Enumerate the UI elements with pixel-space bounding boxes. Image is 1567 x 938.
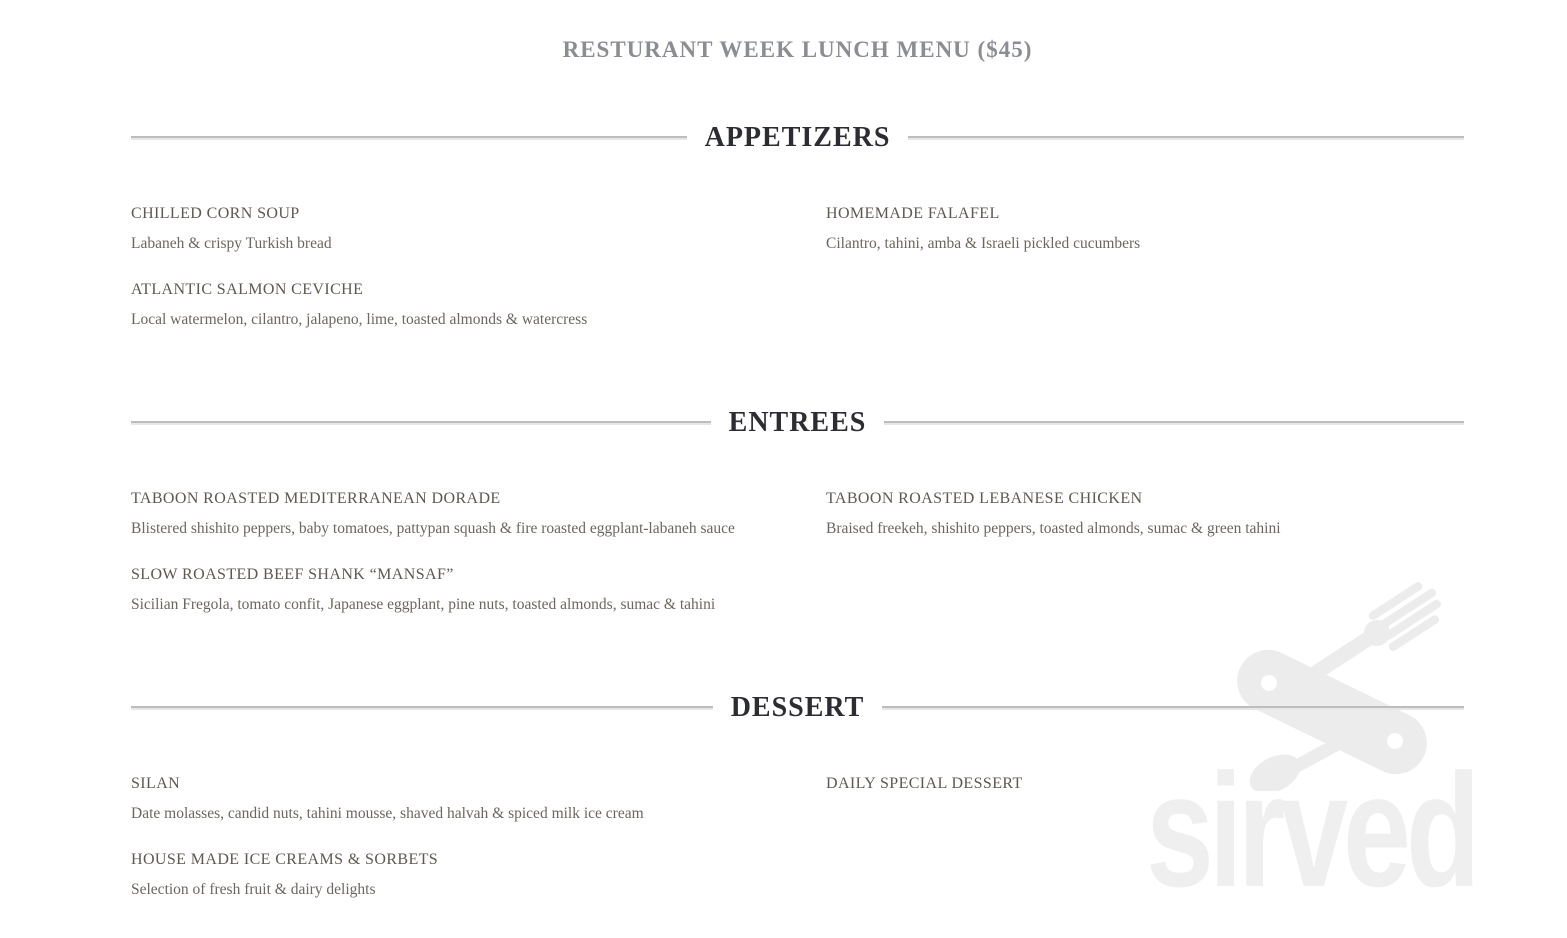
- entrees-left-column: [131, 489, 826, 641]
- entrees-items: [131, 489, 1464, 641]
- menu-item-name: HOMEMADE FALAFEL: [826, 205, 1000, 222]
- menu-item-name: SILAN: [131, 775, 181, 792]
- appetizers-right-column: [826, 204, 1464, 356]
- menu-item: [131, 489, 826, 538]
- section-header-appetizers: [131, 124, 1464, 151]
- section-header-dessert: [131, 694, 1464, 721]
- menu-item: [131, 280, 826, 329]
- entrees-right-column: [826, 489, 1464, 641]
- section-title-dessert: DESSERT: [730, 692, 865, 723]
- menu-item: [826, 774, 1464, 793]
- divider-line-right: [884, 421, 1464, 425]
- menu-item-description: Sicilian Fregola, tomato confit, Japanese eggplant, pine nuts, toasted almonds, sumac & tahini: [131, 596, 716, 613]
- menu-item-name: HOUSE MADE ICE CREAMS & SORBETS: [131, 851, 439, 868]
- divider-line-left: [131, 706, 713, 710]
- dessert-right-column: [826, 774, 1464, 926]
- menu-item-description: Blistered shishito peppers, baby tomatoes, pattypan squash & fire roasted eggplant-labaneh sauce: [131, 520, 735, 537]
- divider-line-right: [908, 136, 1464, 140]
- appetizers-items: [131, 204, 1464, 356]
- menu-page: [0, 38, 1567, 938]
- section-title-appetizers: APPETIZERS: [704, 122, 891, 153]
- page-title: RESTURANT WEEK LUNCH MENU ($45): [562, 37, 1033, 62]
- menu-item-name: DAILY SPECIAL DESSERT: [826, 775, 1023, 792]
- menu-item-name: SLOW ROASTED BEEF SHANK “MANSAF”: [131, 566, 454, 583]
- menu-item-description: Braised freekeh, shishito peppers, toasted almonds, sumac & green tahini: [826, 520, 1281, 537]
- section-title-entrees: ENTREES: [728, 407, 867, 438]
- divider-line-left: [131, 421, 711, 425]
- menu-item-name: TABOON ROASTED LEBANESE CHICKEN: [826, 490, 1143, 507]
- divider-line-left: [131, 136, 687, 140]
- section-header-entrees: [131, 409, 1464, 436]
- menu-content: [0, 38, 1567, 926]
- menu-item-name: TABOON ROASTED MEDITERRANEAN DORADE: [131, 490, 501, 507]
- sirved-watermark-wordmark: sirved: [1146, 740, 1476, 921]
- menu-item: [131, 850, 826, 899]
- menu-item: [826, 489, 1464, 538]
- menu-item-description: Cilantro, tahini, amba & Israeli pickled cucumbers: [826, 235, 1141, 252]
- menu-item: [131, 204, 826, 253]
- appetizers-left-column: [131, 204, 826, 356]
- menu-item-description: Local watermelon, cilantro, jalapeno, lime, toasted almonds & watercress: [131, 311, 588, 328]
- menu-item: [131, 774, 826, 823]
- menu-item-name: CHILLED CORN SOUP: [131, 205, 300, 222]
- menu-item: [826, 204, 1464, 253]
- menu-item-description: Selection of fresh fruit & dairy delights: [131, 881, 376, 898]
- dessert-items: [131, 774, 1464, 926]
- divider-line-right: [882, 706, 1464, 710]
- menu-item-description: Date molasses, candid nuts, tahini mousse, shaved halvah & spiced milk ice cream: [131, 805, 644, 822]
- menu-item-name: ATLANTIC SALMON CEVICHE: [131, 281, 364, 298]
- menu-item-description: Labaneh & crispy Turkish bread: [131, 235, 332, 252]
- dessert-left-column: [131, 774, 826, 926]
- menu-item: [131, 565, 826, 614]
